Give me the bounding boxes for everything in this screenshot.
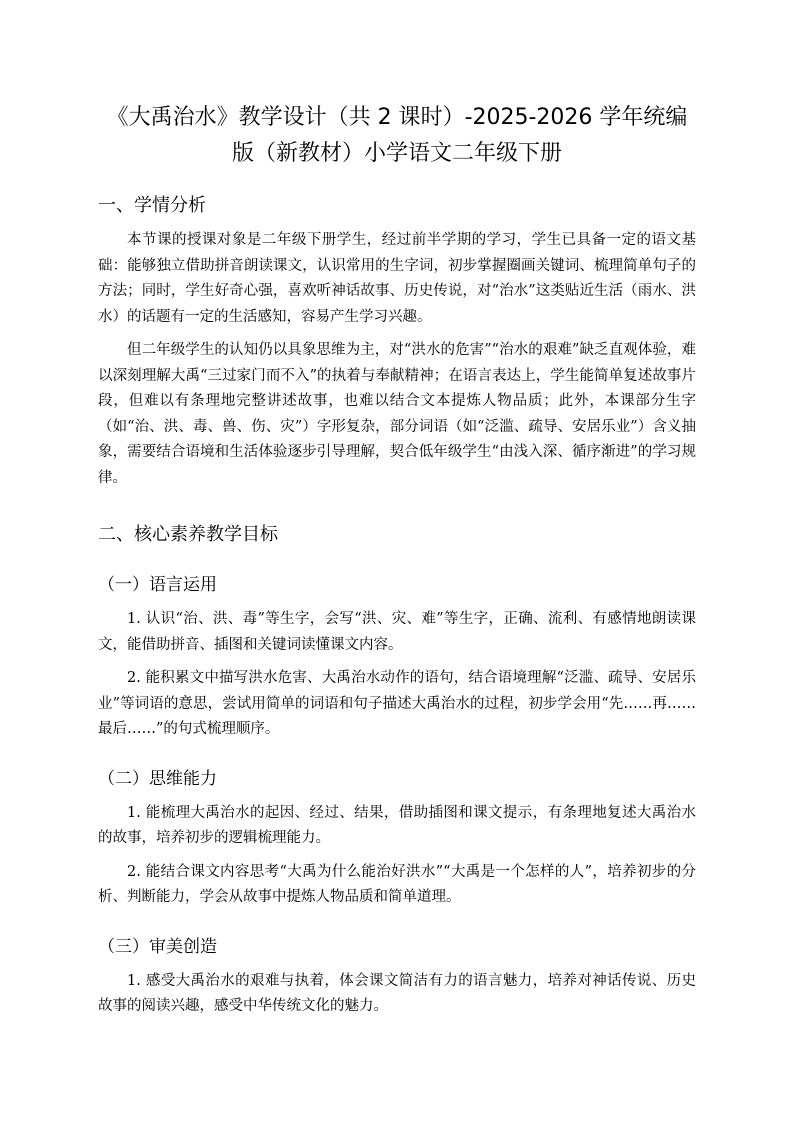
paragraph-learning-analysis-2: 但二年级学生的认知仍以具象思维为主，对“洪水的危害”“治水的艰难”缺乏直观体验，难以深刻理解大禹“三过家门而不入”的执着与奉献精神；在语言表达上，学生能简单复述故事片段，但难以有条理地完整讲述故事，也难以结合文本提炼人物品质；此外，本课部分生字（如“治、洪、毒、兽、伤、灾”）字形复杂，部分词语（如“泛滥、疏导、安居乐业”）含义抽象，需要结合语境和生活体验逐步引导理解，契合低年级学生“由浅入深、循序渐进”的学习规律。 [98, 342, 696, 486]
paragraph-language-2: 2. 能积累文中描写洪水危害、大禹治水动作的语句，结合语境理解“泛滥、疏导、安居乐业”等词语的意思，尝试用简单的词语和句子描述大禹治水的过程，初步学会用“先……再……最后……”的句式梳理顺序。 [98, 670, 696, 737]
subsection-heading-thinking: （二）思维能力 [98, 768, 217, 789]
paragraph-thinking-1: 1. 能梳理大禹治水的起因、经过、结果，借助插图和课文提示，有条理地复述大禹治水的故事，培养初步的逻辑梳理能力。 [98, 804, 696, 846]
section-heading-teaching-goals: 二、核心素养教学目标 [98, 524, 278, 545]
document-title [98, 100, 696, 172]
title-line-2: 版（新教材）小学语文二年级下册 [231, 141, 562, 166]
subsection-heading-language: （一）语言运用 [98, 575, 217, 595]
title-line-1: 《大禹治水》教学设计（共 2 课时）-2025-2026 学年统编 [106, 105, 688, 130]
paragraph-aesthetic-1: 1. 感受大禹治水的艰难与执着，体会课文简洁有力的语言魅力，培养对神话传说、历史故事的阅读兴趣，感受中华传统文化的魅力。 [98, 972, 696, 1014]
paragraph-language-1: 1. 认识“治、洪、毒”等生字，会写“洪、灾、难”等生字，正确、流利、有感情地朗读课文，能借助拼音、插图和关键词读懂课文内容。 [98, 611, 696, 653]
paragraph-thinking-2: 2. 能结合课文内容思考“大禹为什么能治好洪水”“大禹是一个怎样的人”，培养初步的分析、判断能力，学会从故事中提炼人物品质和简单道理。 [98, 863, 696, 905]
paragraph-learning-analysis-1: 本节课的授课对象是二年级下册学生，经过前半学期的学习，学生已具备一定的语文基础：能够独立借助拼音朗读课文，认识常用的生字词，初步掌握圈画关键词、梳理简单句子的方法；同时，学生好奇心强，喜欢听神话故事、历史传说，对“治水”这类贴近生活（雨水、洪水）的话题有一定的生活感知，容易产生学习兴趣。 [98, 232, 696, 325]
section-heading-learning-analysis: 一、学情分析 [98, 195, 206, 216]
subsection-heading-aesthetic: （三）审美创造 [98, 936, 217, 957]
